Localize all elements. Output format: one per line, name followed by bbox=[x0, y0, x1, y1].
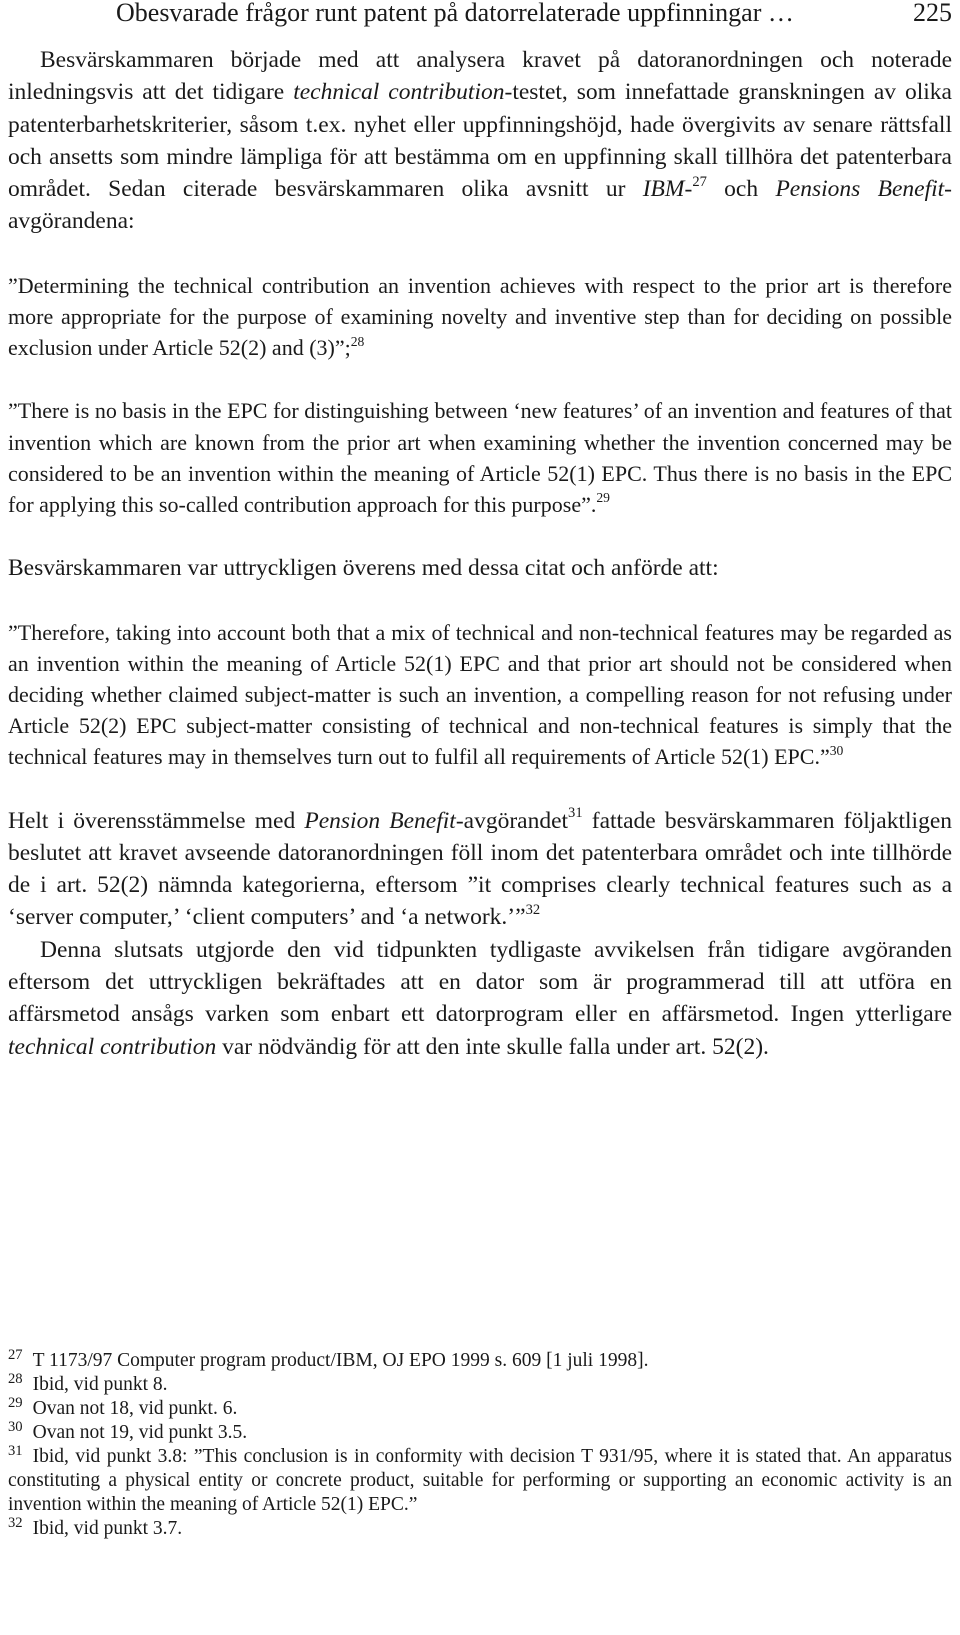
footnote-ref-27[interactable]: 27 bbox=[692, 173, 707, 190]
footnote-29: $^{29}$ Ovan not 18, vid punkt. 6. bbox=[8, 1394, 238, 1419]
body-text bbox=[8, 44, 952, 1063]
footnote-ref-30[interactable]: 30 bbox=[829, 742, 844, 758]
footnote-number: 29 bbox=[8, 1394, 23, 1411]
quote-2: ”There is no basis in the EPC for distinguishing between ‘new features’ of an invention and features of that invention which are known from the prior art when examining whether the invention concerned may be considered to be an invention within the meaning of Article 52(1) EPC. Thus there is no basis in the EPC for applying this so-called contribution approach for this purpose”.$^{29}$ bbox=[8, 398, 952, 517]
footnote-ref-32[interactable]: 32 bbox=[525, 902, 541, 919]
emphasis: Pensions Benefit bbox=[775, 176, 945, 203]
footnote-number: 28 bbox=[8, 1370, 23, 1387]
paragraph-3: Helt i överensstämmelse med Pension Benefit-avgörandet$^{31}$ fattade besvärskammaren följaktligen beslutet att kravet avseende datoranordningen föll inom det patenterbara området och inte tillhörde de i art. 52(2) nämnda kategorierna, eftersom ”it comprises clearly technical features such as a ‘server computer,’ ‘client computers’ and ‘a network.’”$^{32}$ bbox=[8, 805, 952, 931]
emphasis: technical contribution bbox=[8, 1033, 217, 1060]
quote-1: ”Determining the technical contribution an invention achieves with respect to the prior art is therefore more appropriate for the purpose of examining novelty and inventive step than for deciding on possible exclusion under Article 52(2) and (3)”;$^{28}$ bbox=[8, 272, 952, 361]
quote-3: ”Therefore, taking into account both that a mix of technical and non-technical features may be regarded as an invention within the meaning of Article 52(1) EPC and that prior art should not be considered when deciding whether claimed subject-matter is such an invention, a compelling reason for not refusing under Article 52(2) EPC subject-matter consisting of technical and non-technical features is simply that the technical features may in themselves turn out to fulfil all requirements of Article 52(1) EPC.”$^{30}$ bbox=[8, 619, 952, 770]
footnote-number: 32 bbox=[8, 1514, 23, 1531]
emphasis: technical contribution bbox=[293, 79, 505, 106]
running-header bbox=[116, 0, 952, 26]
footnote-28: $^{28}$ Ibid, vid punkt 8. bbox=[8, 1370, 168, 1395]
footnote-32: $^{32}$ Ibid, vid punkt 3.7. bbox=[8, 1514, 183, 1539]
running-title: Obesvarade frågor runt patent på datorrelaterade uppfinningar … bbox=[116, 0, 794, 27]
paragraph-1: Besvärskammaren började med att analysera kravet på datoranordningen och noterade inledningsvis att det tidigare technical contribution-testet, som innefattade granskningen av olika patenterbarhetskriterier, såsom t.ex. nyhet eller uppfinningshöjd, hade övergivits av senare rättsfall och ansetts som mindre lämpliga för att bestämma om en uppfinning skall tillhöra det patenterbara området. Sedan citerade besvärskammaren olika avsnitt ur IBM-$^{27}$ och Pensions Benefit-avgörandena: bbox=[8, 47, 952, 235]
emphasis: IBM bbox=[642, 176, 685, 203]
footnote-ref-28[interactable]: 28 bbox=[350, 333, 365, 349]
footnote-27: $^{27}$ T 1173/97 Computer program product/IBM, OJ EPO 1999 s. 609 [1 juli 1998]. bbox=[8, 1346, 649, 1371]
emphasis: Pension Benefit bbox=[304, 807, 456, 834]
footnotes bbox=[8, 1346, 952, 1541]
footnote-number: 27 bbox=[8, 1346, 23, 1363]
page-number: 225 bbox=[913, 0, 952, 27]
footnote-number: 30 bbox=[8, 1418, 23, 1435]
footnote-number: 31 bbox=[8, 1442, 23, 1459]
footnote-ref-29[interactable]: 29 bbox=[596, 490, 610, 506]
footnote-ref-31[interactable]: 31 bbox=[568, 805, 583, 822]
footnote-30: $^{30}$ Ovan not 19, vid punkt 3.5. bbox=[8, 1418, 248, 1443]
paragraph-2: Besvärskammaren var uttryckligen överens med dessa citat och anförde att: bbox=[8, 555, 719, 582]
paragraph-4: Denna slutsats utgjorde den vid tidpunkten tydligaste avvikelsen från tidigare avgöranden eftersom det uttryckligen bekräftades att en dator som är programmerad till att utföra en affärsmetod ansågs varken som enbart ett datorprogram eller en affärsmetod. Ingen ytterligare technical contribution var nödvändig för att den inte skulle falla under art. 52(2). bbox=[8, 936, 952, 1060]
footnote-31: $^{31}$ Ibid, vid punkt 3.8: ”This conclusion is in conformity with decision T 931/95, where it is stated that. An apparatus constituting a physical entity or concrete product, suitable for performing or supporting an economic activity is an invention within the meaning of Article 52(1) EPC.” bbox=[8, 1442, 952, 1515]
